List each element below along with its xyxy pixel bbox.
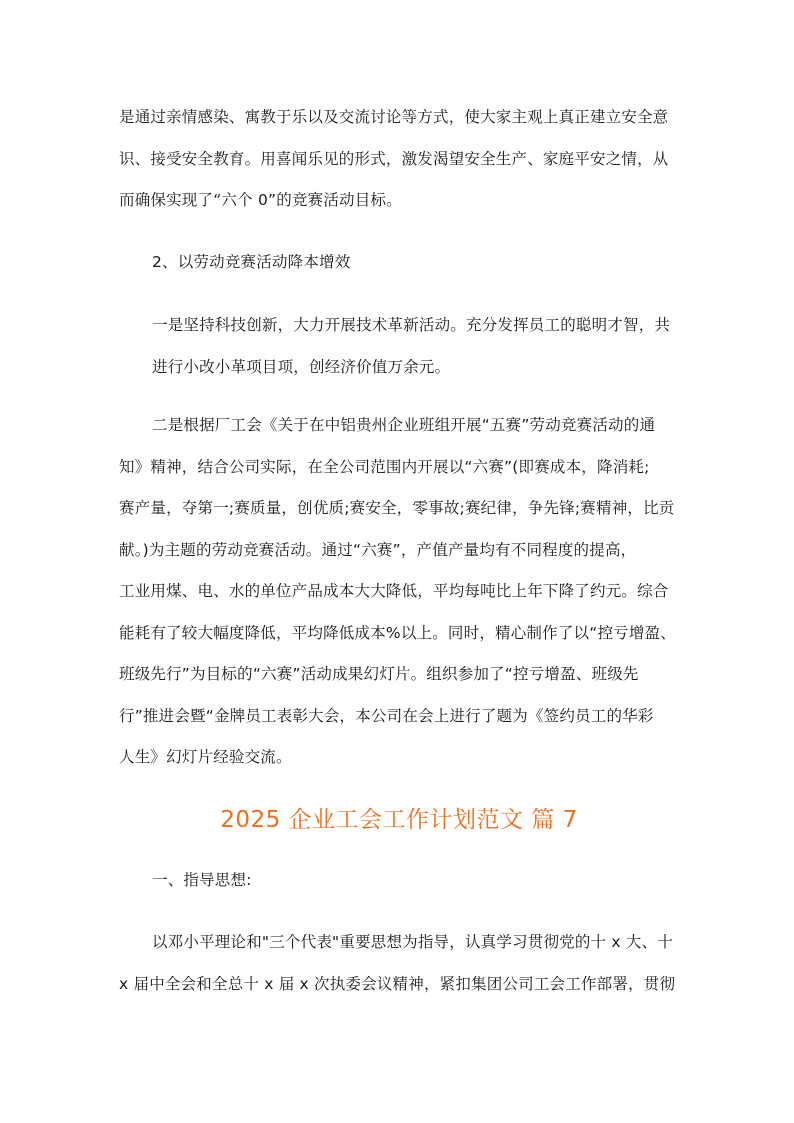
text-line: 赛产量，夺第一;赛质量，创优质;赛安全，零事故;赛纪律，争先锋;赛精神，比贡: [119, 499, 675, 517]
text-line: 2、以劳动竞赛活动降本增效: [152, 253, 351, 271]
text-line: 进行小改小革项目项，创经济价值万余元。: [152, 357, 451, 376]
text-line: 二是根据厂工会《关于在中铝贵州企业班组开展“五赛”劳动竞赛活动的通: [152, 416, 656, 434]
subheading-labor-competition: [119, 242, 679, 284]
paragraph-guiding-theory: [119, 922, 679, 1005]
text-line: 一、指导思想:: [152, 871, 252, 889]
text-line: x 届中全会和全总十 x 届 x 次执委会议精神，紧扣集团公司工会工作部署，贯彻: [119, 974, 676, 993]
paragraph-tech-innovation: [119, 305, 679, 388]
text-line: 献。)为主题的劳动竞赛活动。通过“六赛”，产值产量均有不同程度的提高，: [119, 540, 637, 559]
text-line: 能耗有了较大幅度降低，平均降低成本%以上。同时，精心制作了以“控亏增盈、: [119, 623, 676, 642]
text-line: 以邓小平理论和"三个代表"重要思想为指导，认真学习贯彻党的十 x 大、十: [152, 933, 673, 951]
section-heading: 2025 企业工会工作计划范文 篇 7: [220, 807, 578, 833]
text-line: 而确保实现了“六个 0”的竞赛活动目标。: [119, 191, 402, 209]
text-line: 班级先行”为目标的“六赛”活动成果幻灯片。组织参加了“控亏增盈、班级先: [119, 665, 639, 683]
paragraph-six-competitions: [119, 405, 679, 779]
text-line: 是通过亲情感染、寓教于乐以及交流讨论等方式，使大家主观上真正建立安全意: [119, 108, 669, 126]
text-line: 工业用煤、电、水的单位产品成本大大降低，平均每吨比上年下降了约元。综合: [119, 582, 669, 600]
text-line: 行”推进会暨“金牌员工表彰大会，本公司在会上进行了题为《签约员工的华彩: [119, 706, 654, 725]
paragraph-safety-education: [119, 97, 679, 222]
text-line: 人生》幻灯片经验交流。: [119, 748, 292, 766]
text-line: 识、接受安全教育。用喜闻乐见的形式，激发渴望安全生产、家庭平安之情，从: [119, 149, 669, 168]
text-line: 一是坚持科技创新，大力开展技术革新活动。充分发挥员工的聪明才智，共: [152, 316, 671, 334]
subheading-guiding-ideology: [119, 860, 679, 902]
text-line: 知》精神，结合公司实际，在全公司范围内开展以“六赛”(即赛成本，降消耗;: [119, 457, 650, 476]
